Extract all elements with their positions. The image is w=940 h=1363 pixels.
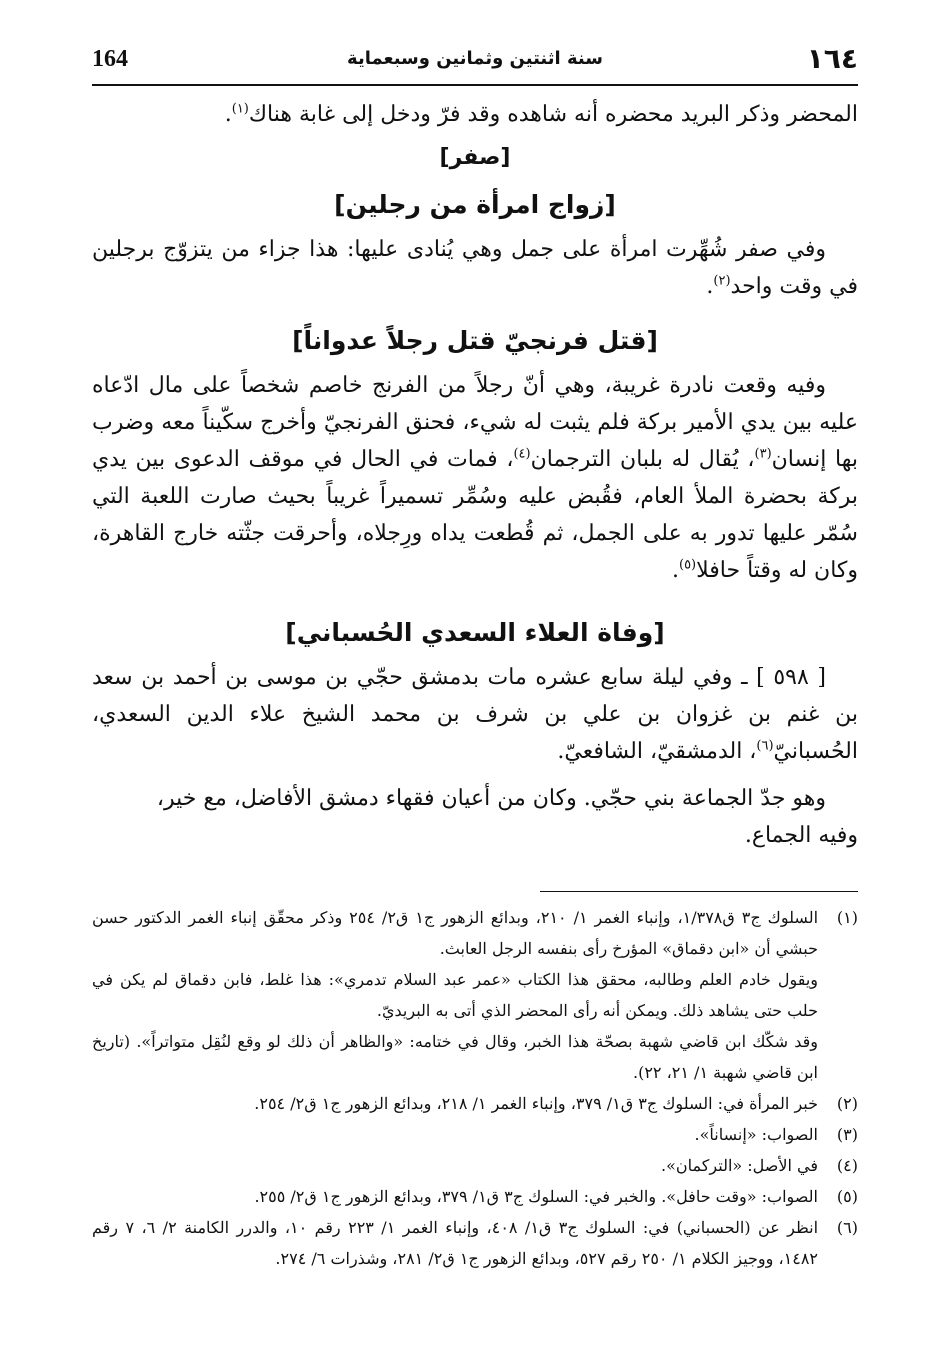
footnote-1-continued: ويقول خادم العلم وطالبه، محقق هذا الكتاب «عمر عبد السلام تدمري»: هذا غلط، فابن دقماق لم يكن في حلب حتى يشاهد ذلك. ويمكن أنه رأى المحضر الذي أتى به البريديّ.: [92, 970, 819, 1020]
running-head-title: سنة اثنتين وثمانين وسبعماية: [347, 48, 603, 69]
section-heading-marriage: [زواج امرأة من رجلين]: [334, 190, 616, 219]
paragraph-frank: [92, 367, 858, 589]
footnote-number: (٣): [836, 1125, 858, 1144]
paragraph-text: [ ٥٩٨ ] ـ وفي ليلة سابع عشره مات بدمشق حجّي بن موسى بن أحمد بن سعد بن غنم بن غزوان بن علي بن شرف بن محمد الشيخ علاء الدين السعدي، الحُسبانيّ: [92, 665, 858, 764]
paragraph-text: وفيه وقعت نادرة غريبة، وهي أنّ رجلاً من الفرنج خاصم شخصاً على مال ادّعاه عليه بين يدي الأمير بركة فلم يثبت له شيء، فحنق الفرنجيّ وأخرج سكّيناً معه وضرب بها إنسان: [92, 373, 858, 472]
paragraph-text: وهو جدّ الجماعة بني حجّي. وكان من أعيان فقهاء دمشق الأفاضل، مع خير،: [156, 786, 826, 811]
footnote-number: (١): [836, 908, 858, 927]
footnote-1-continued: وقد شكّك ابن قاضي شهبة بصحّة هذا الخبر، وقال في ختامه: «والظاهر أن ذلك لو وقع لنُقِل متواتراً». (تاريخ ابن قاضي شهبة ١/ ٢١، ٢٢).: [92, 1032, 818, 1082]
footnote-number: (٦): [836, 1218, 858, 1237]
footnote-ref[interactable]: (٤): [513, 446, 531, 462]
paragraph-family: [92, 780, 858, 817]
footnote-ref[interactable]: (٥): [678, 557, 697, 573]
footnote-ref[interactable]: (١): [231, 101, 249, 117]
punctuation: .: [706, 274, 714, 299]
page-number-latin: 164: [92, 46, 128, 72]
footnote-text: خبر المرأة في: السلوك ج٣ ق١/ ٣٧٩، وإنباء الغمر ١/ ٢١٨، وبدائع الزهور ج١ ق٢/ ٢٥٤.: [254, 1094, 818, 1113]
footnote-3: [92, 1119, 858, 1150]
spacer: [92, 770, 858, 780]
footnote-4: [92, 1150, 858, 1181]
footnote-ref[interactable]: (٢): [713, 273, 731, 289]
footnote-number: (٥): [836, 1187, 858, 1206]
paragraph-text: وفيه الجماع.: [744, 823, 858, 848]
spacer: [92, 589, 858, 607]
paragraph-text: المحضر وذكر البريد محضره أنه شاهده وقد فرّ ودخل إلى غابة هناك: [248, 102, 858, 127]
footnote-text: في الأصل: «التركمان».: [661, 1156, 818, 1175]
paragraph-biography: [92, 659, 858, 770]
paragraph-text: ، يُقال له بلبان الترجمان: [530, 447, 755, 472]
punctuation: .: [224, 102, 232, 127]
footnote-text: الصواب: «إنساناً».: [694, 1125, 818, 1144]
footnote-rule: [540, 891, 858, 892]
section-heading-frank: [قتل فرنجيّ قتل رجلاً عدواناً]: [292, 326, 658, 355]
month-heading: [صفر]: [439, 145, 511, 170]
footnote-5: [92, 1181, 858, 1212]
paragraph-family-end: [92, 817, 858, 854]
spacer: [92, 305, 858, 315]
paragraph-continuation: [92, 96, 858, 133]
running-head: [92, 42, 858, 86]
footnotes: [92, 902, 858, 1274]
footnote-text: انظر عن (الحسباني) في: السلوك ج٣ ق١/ ٤٠٨، وإنباء الغمر ١/ ٢٢٣ رقم ١٠، والدرر الكامنة ٢/ ٦، ٧ رقم ١٤٨٢، ووجيز الكلام ١/ ٢٥٠ رقم ٥٢٧، وبدائع الزهور ج١ ق٢/ ٢٨١، وشذرات ٦/ ٢٧٤.: [92, 1218, 819, 1268]
paragraph-text: ، الدمشقيّ، الشافعيّ.: [557, 739, 757, 764]
footnote-text: السلوك ج٣ ق١/٣٧٨، وإنباء الغمر ١/ ٢١٠، وبدائع الزهور ج١ ق٢/ ٢٥٤ وذكر محقّق إنباء الغمر الدكتور حسن حبشي أن «ابن دقماق» المؤرخ رأى بنفسه الرجل العابث.: [92, 908, 819, 958]
footnote-1: [92, 902, 858, 964]
paragraph-text: ، فمات في الحال في موقف الدعوى بين يدي بركة بحضرة الملأ العام، فقُبض عليه وسُمِّر تسميراً غريباً بحيث صارت اللعبة التي سُمّر عليها تدور به على الجمل، ثم قُطعت يداه ورِجلاه، وأحرقت جثّته خارج القاهرة، وكان له وقتاً حافلا: [92, 447, 858, 583]
footnote-2: [92, 1088, 858, 1119]
footnote-6: [92, 1212, 858, 1274]
paragraph-marriage: [92, 231, 858, 305]
footnote-number: (٤): [836, 1156, 858, 1175]
footnote-number: (٢): [836, 1094, 858, 1113]
main-text: [92, 96, 858, 854]
page-number-arabic: ١٦٤: [806, 42, 858, 75]
footnote-ref[interactable]: (٣): [754, 446, 772, 462]
footnote-text: الصواب: «وقت حافل». والخبر في: السلوك ج٣ ق١/ ٣٧٩، وبدائع الزهور ج١ ق٢/ ٢٥٥.: [254, 1187, 818, 1206]
section-heading-death: [وفاة العلاء السعدي الحُسباني]: [285, 618, 665, 647]
punctuation: .: [671, 558, 679, 583]
paragraph-text: وفي صفر شُهِّرت امرأة على جمل وهي يُنادى عليها: هذا جزاء من يتزوّج برجلين في وقت واحد: [92, 237, 858, 299]
footnote-ref[interactable]: (٦): [756, 738, 774, 754]
header-rule: [92, 84, 858, 86]
